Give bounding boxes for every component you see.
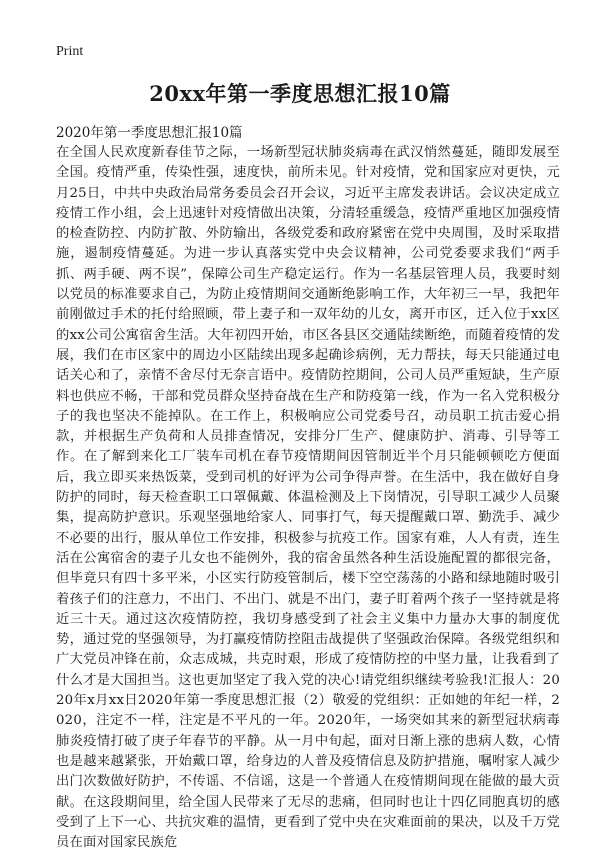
body-paragraph: 在全国人民欢度新春佳节之际，一场新型冠状肺炎病毒在武汉悄然蔓延，随即发展至全国。疫情严重，传染性强，速度快，前所未见。针对疫情，党和国家应对更快，元月25日，中共中央政治局常务委员会召开会议，习近平主席发表讲话。会议决定成立疫情工作小组，会上迅速针对疫情做出决策，分清轻重缓急，疫情严重地区加强疫情的检查防控、内防扩散、外防输出，各级党委和政府紧密在党中央周围，及时采取措施，遏制疫情蔓延。为进一步认真落实党中央会议精神，公司党委要求我们“两手抓、两手硬、两不误”，保障公司生产稳定运行。作为一名基层管理人员，我要时刻以党员的标准要求自己，为防止疫情期间交通断绝影响工作，大年初三一早，我把年前刚做过手术的托付给照顾，带上妻子和一双年幼的儿女，离开市区，迁入位于xx区的xx公司公寓宿舍生活。大年初四开始，市区各县区交通陆续断绝，而随着疫情的发展，我们在市区家中的周边小区陆续出现多起确诊病例，无力帮扶，每天只能通过电话关心和了，亲情不舍尽付无奈言语中。疫情防控期间，公司人员严重短缺，生产原料也供应不畅，干部和党员群众坚持奋战在生产和防疫第一线，作为一名入党积极分子的我也坚决不能掉队。在工作上，积极响应公司党委号召，动员职工抗击爱心捐款，并根据生产负荷和人员排查情况，安排分厂生产、健康防护、消毒、引导等工作。在了解到来化工厂装车司机在春节疫情期间因管制近半个月只能顿顿吃方便面后，我立即买来热饭菜，受到司机的好评为公司争得声誉。在生活中，我在做好自身防护的同时，每天检查职工口罩佩戴、体温检测及上下岗情况，引导职工减少人员聚集，提高防护意识。乐观坚强地给家人、同事打气，每天提醒戴口罩、勤洗手、减少不必要的出行，服从单位工作安排，积极参与抗疫工作。国家有难，人人有责，连生活在公寓宿舍的妻子儿女也不能例外，我的宿舍虽然各种生活设施配置的都很完备，但毕竟只有四十多平米，小区实行防疫管制后，楼下空空荡荡的小路和绿地随时吸引着孩子们的注意力，不出门、不出门、就是不出门，妻子盯着两个孩子一坚持就是将近三十天。通过这次疫情防控，我切身感受到了社会主义集中力量办大事的制度优势，通过党的坚强领导，为打赢疫情防控阻击战提供了坚强政治保障。各级党组织和广大党员冲锋在前，众志成城，共克时艰，形成了疫情防控的中坚力量，让我看到了什么才是大国担当。这也更加坚定了我入党的决心!请党组织继续考验我!汇报人：2020年x月xx日2020年第一季度思想汇报（2）敬爱的党组织：正如她的年纪一样，2020，注定不一样，注定是不平凡的一年。2020年，一场突如其来的新型冠状病毒肺炎疫情打破了庚子年春节的平静。从一月中旬起，面对日渐上涨的患病人数，心情也是越来越紧张，开始戴口罩，给身边的人普及疫情信息及防护措施，嘱咐家人减少出门次数做好防护，不传谣、不信谣，这是一个普通人在疫情期间现在能做的最大贡献。在这段期间里，给全国人民带来了无尽的悲痛，但同时也让十四亿同胞真切的感受到了上下一心、共抗灾难的温情，更看到了党中央在灾难面前的果决，以及千万党员在面对国家民族危: [56, 145, 560, 851]
document-title: 20xx年第一季度思想汇报10篇: [149, 81, 451, 106]
print-link[interactable]: Print: [56, 44, 84, 59]
document-body: [56, 143, 560, 853]
document-subtitle: 2020年第一季度思想汇报10篇: [56, 125, 243, 141]
